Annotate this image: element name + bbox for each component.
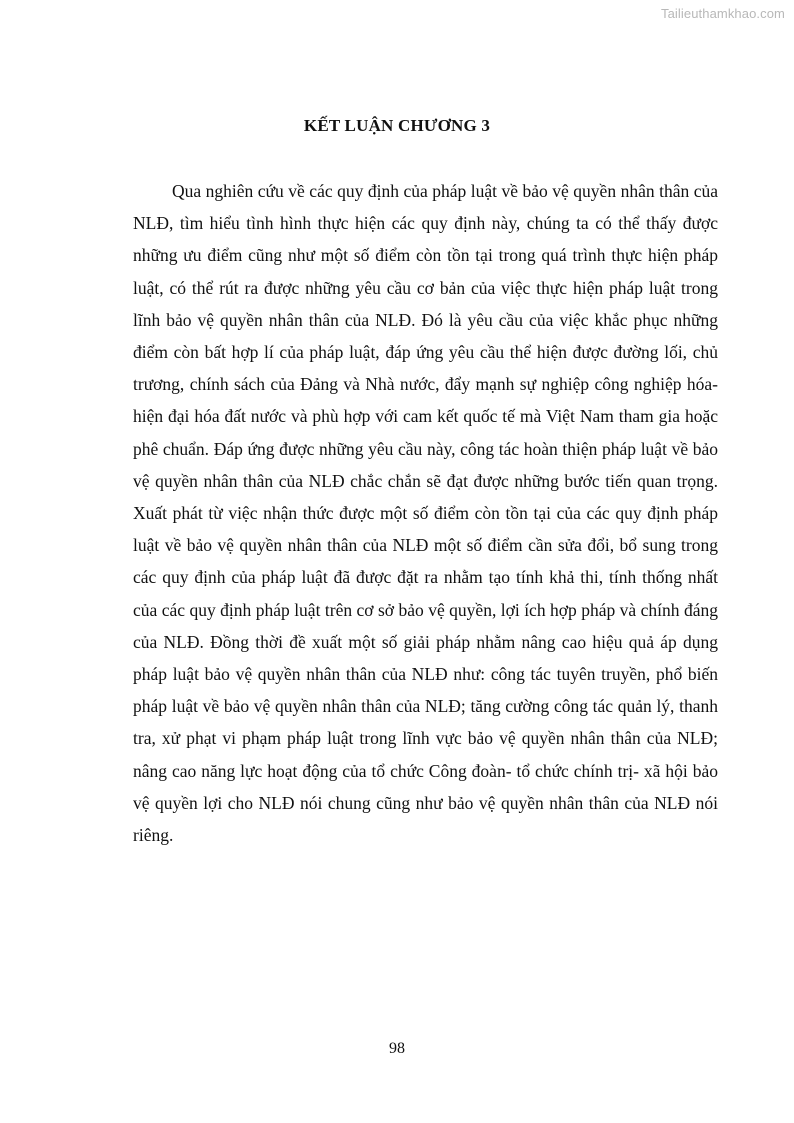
watermark-text: Tailieuthamkhao.com [660,6,785,21]
page-number: 98 [389,1040,405,1057]
chapter-title: KẾT LUẬN CHƯƠNG 3 [303,116,491,135]
body-paragraph: Qua nghiên cứu về các quy định của pháp luật về bảo vệ quyền nhân thân của NLĐ, tìm hiểu tình hình thực hiện các quy định này, chúng ta có thể thấy được những ưu điểm cũng như một số điểm còn tồn tại trong quá trình thực hiện pháp luật, có thể rút ra được những yêu cầu cơ bản của việc thực hiện pháp luật trong lĩnh bảo vệ quyền nhân thân của NLĐ. Đó là yêu cầu của việc khắc phục những điểm còn bất hợp lí của pháp luật, đáp ứng yêu cầu thể hiện được đường lối, chủ trương, chính sách của Đảng và Nhà nước, đẩy mạnh sự nghiệp công nghiệp hóa- hiện đại hóa đất nước và phù hợp với cam kết quốc tế mà Việt Nam tham gia hoặc phê chuẩn. Đáp ứng được những yêu cầu này, công tác hoàn thiện pháp luật về bảo vệ quyền nhân thân của NLĐ chắc chắn sẽ đạt được những bước tiến quan trọng. Xuất phát từ việc nhận thức được một số điểm còn tồn tại của các quy định pháp luật về bảo vệ quyền nhân thân của NLĐ một số điểm cần sửa đổi, bổ sung trong các quy định của pháp luật đã được đặt ra nhằm tạo tính khả thi, tính thống nhất của các quy định pháp luật trên cơ sở bảo vệ quyền, lợi ích hợp pháp và chính đáng của NLĐ. Đồng thời đề xuất một số giải pháp nhằm nâng cao hiệu quả áp dụng pháp luật bảo vệ quyền nhân thân của NLĐ như: công tác tuyên truyền, phổ biến pháp luật về bảo vệ quyền nhân thân của NLĐ; tăng cường công tác quản lý, thanh tra, xử phạt vi phạm pháp luật trong lĩnh vực bảo vệ quyền nhân thân của NLĐ; nâng cao năng lực hoạt động của tổ chức Công đoàn- tổ chức chính trị- xã hội bảo vệ quyền lợi cho NLĐ nói chung cũng như bảo vệ quyền nhân thân của NLĐ nói riêng. [133,181,718,846]
